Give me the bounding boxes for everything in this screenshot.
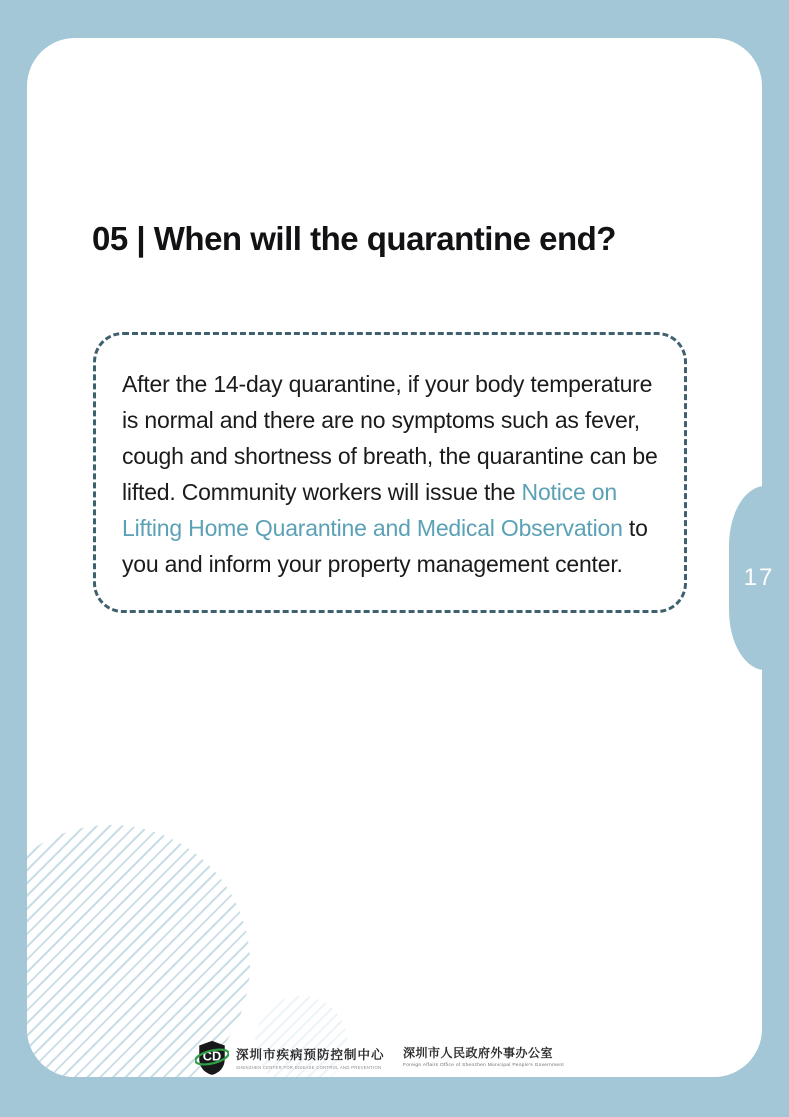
- cdc-name-en: SHENZHEN CENTER FOR DISEASE CONTROL AND PREVENTION: [236, 1064, 382, 1070]
- quarantine-info-box: [93, 332, 687, 613]
- notice-document-title: Notice on Lifting Home Quarantine and Medical Observation: [122, 479, 623, 541]
- info-text-tail: to you and inform your property management center.: [122, 515, 648, 577]
- cdc-logo-monogram: CD: [202, 1048, 222, 1064]
- foreign-affairs-name-zh: 深圳市人民政府外事办公室: [403, 1046, 554, 1060]
- info-text-lead: After the 14-day quarantine, if your body temperature is normal and there are no symptoms such as fever, cough and shortness of breath, the quarantine can be lifted. Community workers will issue the: [122, 371, 658, 505]
- page-title: 05 | When will the quarantine end?: [92, 220, 616, 257]
- footer-foreign-affairs-org: [403, 1044, 564, 1068]
- page-number: 17: [743, 564, 775, 591]
- cdc-name-zh: 深圳市疾病预防控制中心: [236, 1047, 385, 1062]
- foreign-affairs-name-en: Foreign Affairs Office of Shenzhen Municipal People's Government: [403, 1063, 564, 1068]
- page-number-tab: [729, 486, 789, 670]
- footer-cdc-org: [195, 1038, 385, 1076]
- quarantine-info-text: [122, 366, 658, 582]
- cdc-shield-logo-icon: [195, 1038, 229, 1076]
- cdc-org-names: [236, 1045, 385, 1070]
- page-card: [27, 38, 762, 1077]
